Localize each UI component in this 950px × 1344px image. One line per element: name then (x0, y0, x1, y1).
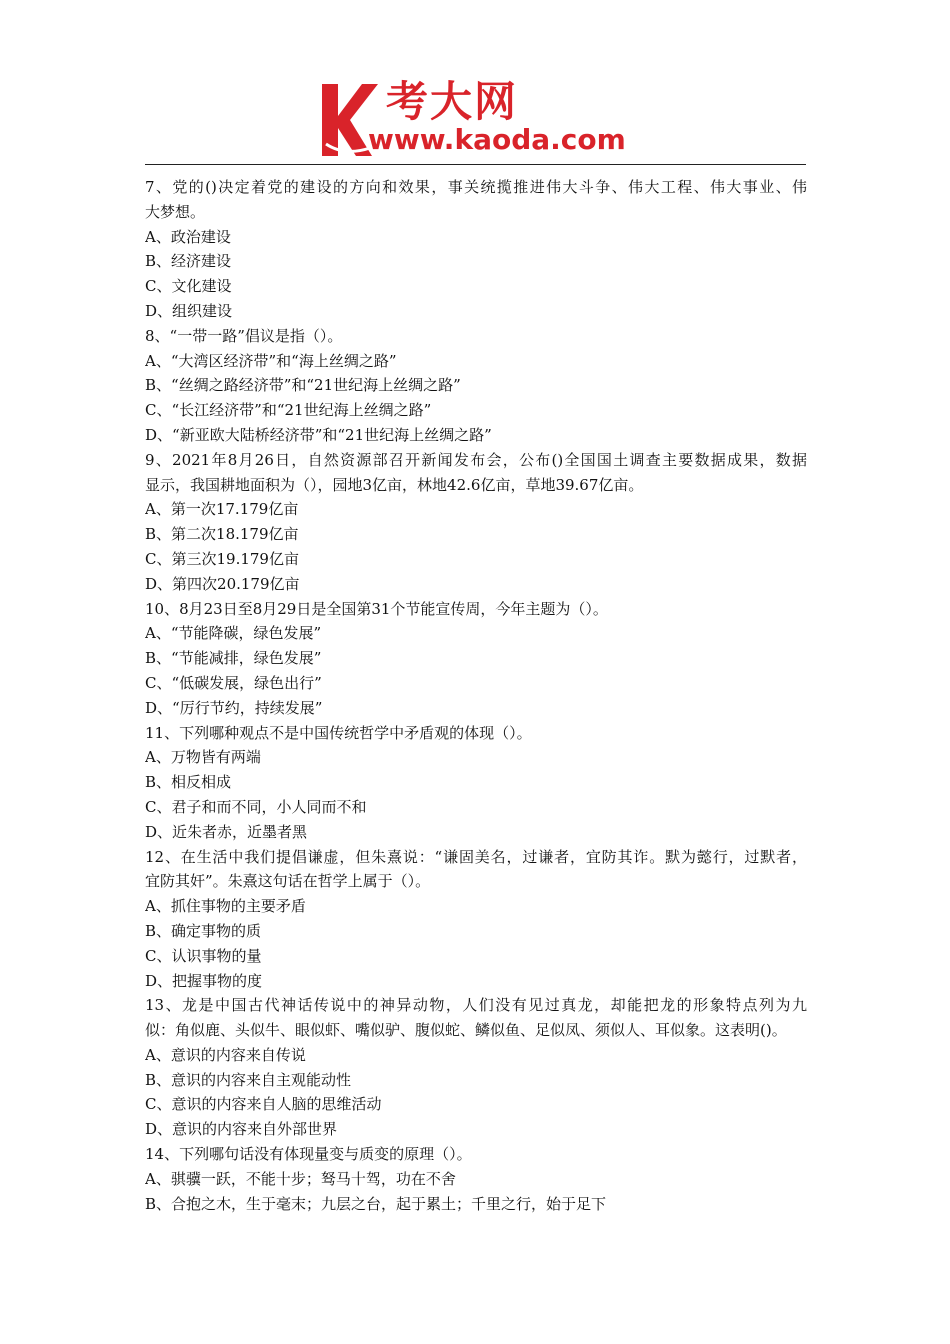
question-stem-line: 10、8月23日至8月29日是全国第31个节能宣传周，今年主题为（）。 (145, 599, 608, 618)
answer-option: A、第一次17.179亿亩 (145, 500, 299, 519)
answer-option: D、“厉行节约，持续发展” (145, 698, 323, 717)
answer-option: D、第四次20.179亿亩 (145, 574, 300, 593)
answer-option: D、把握事物的度 (145, 971, 263, 990)
question-stem-line: 13、龙是中国古代神话传说中的神异动物，人们没有见过真龙，却能把龙的形象特点列为九 (145, 996, 807, 1015)
answer-option: C、意识的内容来自人脑的思维活动 (145, 1095, 382, 1114)
answer-option: D、组织建设 (145, 301, 233, 320)
answer-option: C、君子和而不同，小人同而不和 (145, 797, 367, 816)
answer-option: A、“大湾区经济带”和“海上丝绸之路” (145, 351, 397, 370)
question-stem-line: 显示，我国耕地面积为（），园地3亿亩，林地42.6亿亩，草地39.67亿亩。 (145, 475, 644, 494)
kaoda-logo (318, 78, 638, 158)
question-14 (145, 1142, 807, 1216)
question-13 (145, 993, 807, 1142)
answer-option: D、意识的内容来自外部世界 (145, 1120, 338, 1139)
answer-option: C、第三次19.179亿亩 (145, 549, 299, 568)
answer-option: A、意识的内容来自传说 (145, 1045, 306, 1064)
answer-option: C、“低碳发展，绿色出行” (145, 673, 322, 692)
question-stem-line: 8、“一带一路”倡议是指（）。 (145, 326, 343, 345)
question-7 (145, 175, 807, 324)
answer-option: D、近朱者赤，近墨者黑 (145, 822, 308, 841)
question-stem-line: 9、2021年8月26日，自然资源部召开新闻发布会，公布()全国国土调查主要数据成果，数据 (145, 450, 807, 469)
answer-option: A、万物皆有两端 (145, 748, 261, 767)
question-8 (145, 324, 807, 448)
question-stem-line: 12、在生活中我们提倡谦虚，但朱熹说：“谦固美名，过谦者，宜防其诈。默为懿行，过默者， (145, 847, 807, 866)
answer-option: A、骐骥一跃，不能十步；驽马十驾，功在不舍 (145, 1169, 456, 1188)
question-stem-line: 大梦想。 (145, 202, 206, 221)
answer-option: B、意识的内容来自主观能动性 (145, 1070, 352, 1089)
question-list (145, 175, 807, 1216)
question-11 (145, 721, 807, 845)
answer-option: A、抓住事物的主要矛盾 (145, 897, 306, 916)
answer-option: D、“新亚欧大陆桥经济带”和“21世纪海上丝绸之路” (145, 425, 492, 444)
logo-chinese-name: 考大网 (386, 77, 519, 126)
header-divider (145, 164, 806, 165)
answer-option: B、“丝绸之路经济带”和“21世纪海上丝绸之路” (145, 376, 461, 395)
question-stem-line: 14、下列哪句话没有体现量变与质变的原理（）。 (145, 1145, 472, 1164)
question-stem-line: 宜防其奸”。朱熹这句话在哲学上属于（）。 (145, 872, 431, 891)
answer-option: C、认识事物的量 (145, 946, 262, 965)
answer-option: A、政治建设 (145, 227, 231, 246)
logo-url: www.kaoda.com (368, 123, 626, 156)
question-stem-line: 7、党的()决定着党的建设的方向和效果，事关统揽推进伟大斗争、伟大工程、伟大事业、伟 (145, 178, 807, 196)
question-stem-line: 11、下列哪种观点不是中国传统哲学中矛盾观的体现（）。 (145, 723, 532, 742)
answer-option: B、合抱之木，生于毫末；九层之台，起于累土；千里之行，始于足下 (145, 1194, 607, 1213)
answer-option: B、相反相成 (145, 773, 232, 792)
answer-option: C、文化建设 (145, 277, 232, 296)
answer-option: B、经济建设 (145, 252, 232, 271)
question-12 (145, 845, 807, 994)
answer-option: B、第二次18.179亿亩 (145, 525, 299, 544)
question-stem-line: 似：角似鹿、头似牛、眼似虾、嘴似驴、腹似蛇、鳞似鱼、足似凤、须似人、耳似象。这表明()。 (145, 1021, 787, 1040)
question-9 (145, 448, 807, 597)
answer-option: A、“节能降碳，绿色发展” (145, 624, 322, 643)
answer-option: B、确定事物的质 (145, 921, 262, 940)
answer-option: B、“节能减排，绿色发展” (145, 649, 322, 668)
question-10 (145, 597, 807, 721)
answer-option: C、“长江经济带”和“21世纪海上丝绸之路” (145, 401, 432, 420)
